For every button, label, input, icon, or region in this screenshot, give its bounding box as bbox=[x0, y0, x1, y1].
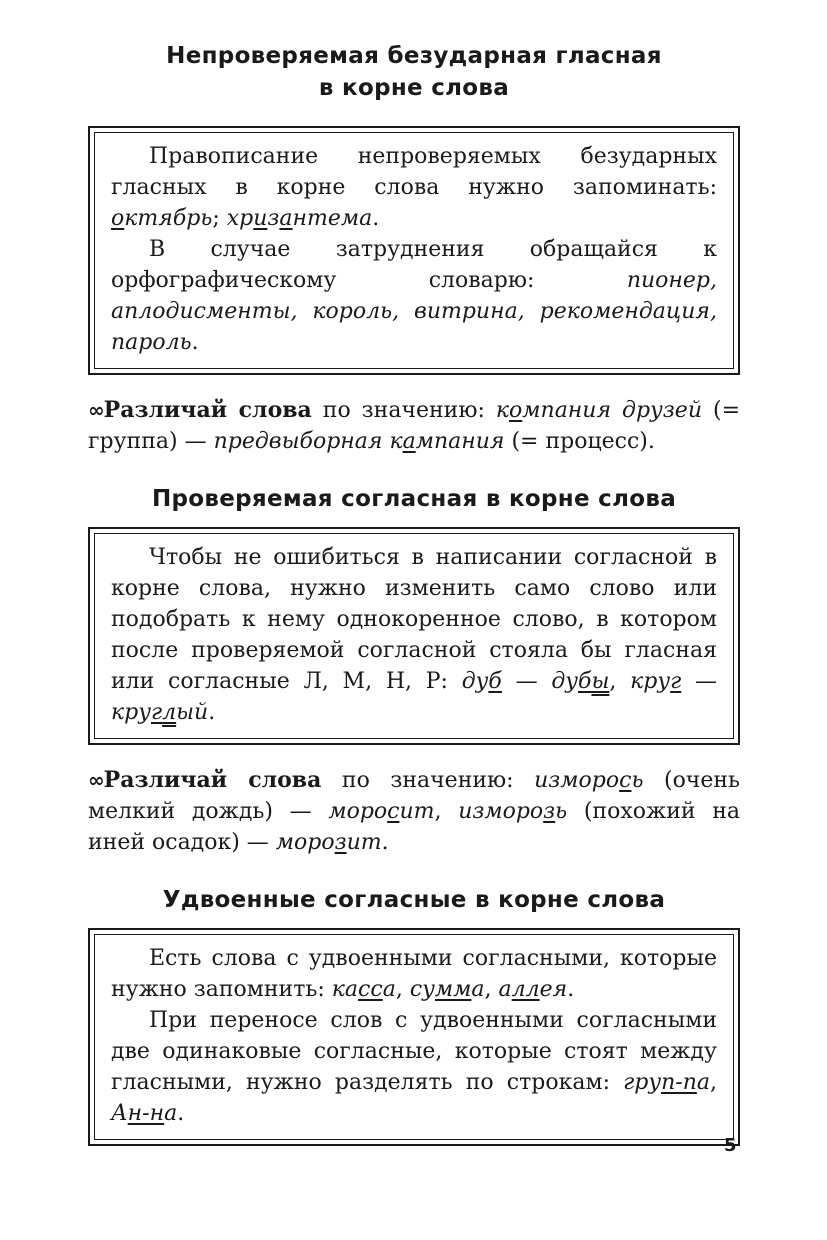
title-line: в корне слова bbox=[318, 75, 510, 101]
rule-paragraph: Чтобы не ошибиться в написании согласной в корне слова, нужно изменить само слово или подобрать к нему однокоренное слово, в котором после проверяемой согласной стояла бы гласная или согласные Л, М, Н, Р: дуб — дубы, круг — круглый. bbox=[111, 545, 717, 725]
example-word: круг bbox=[630, 669, 682, 694]
distinguish-note: ∞Различай слова по значению: измoрось (очень мелкий дождь) — моросит, измoрозь (похожий на иней осадок) — морозит. bbox=[88, 767, 741, 855]
example-word: компания друзей bbox=[495, 398, 702, 423]
infinity-icon: ∞ bbox=[88, 768, 102, 792]
example-word: касса bbox=[331, 977, 396, 1002]
example-word: предвыборная кампания bbox=[213, 429, 505, 454]
example-words: пионер, аплодисменты, король, витрина, рекомендация, пароль bbox=[111, 268, 717, 355]
example-word: хризантема bbox=[226, 206, 373, 231]
rule-paragraph: Есть слова с удвоенными согласными, которые нужно запомнить: касса, сумма, аллея. bbox=[111, 946, 717, 1002]
rule-paragraph: При переносе слов с удвоенными согласными две одинаковые согласные, которые стоят между гласными, нужно разделять по строкам: груп-па, Ан-на. bbox=[111, 1008, 717, 1126]
title-line: Непроверяемая безударная гласная bbox=[166, 43, 662, 69]
example-word: измoрось bbox=[534, 768, 644, 793]
example-word: дубы bbox=[551, 669, 610, 694]
example-word: дуб bbox=[461, 669, 502, 694]
infinity-icon: ∞ bbox=[88, 398, 102, 422]
example-word: морозит bbox=[275, 830, 382, 855]
example-word: круглый bbox=[111, 700, 209, 725]
section-title-unstressed-vowel bbox=[88, 40, 740, 104]
example-word: сумма bbox=[409, 977, 485, 1002]
example-word: груп-па bbox=[623, 1070, 710, 1095]
rule-box-unstressed-vowel bbox=[88, 126, 740, 375]
page bbox=[88, 40, 740, 1146]
page-number: 5 bbox=[724, 1135, 737, 1156]
example-word: Ан-на bbox=[111, 1101, 178, 1126]
section-title-double-consonants: Удвоенные согласные в корне слова bbox=[162, 887, 666, 913]
example-word: октябрь bbox=[111, 206, 213, 231]
rule-paragraph: В случае затруднения обращайся к орфографическому словарю: пионер, аплодисменты, король, витрина, рекомендация, пароль. bbox=[111, 237, 717, 355]
rule-box-checked-consonant bbox=[88, 527, 740, 745]
example-word: аллея bbox=[498, 977, 568, 1002]
distinguish-note: ∞Различай слова по значению: компания друзей (= группа) — предвыборная кампания (= процесс). bbox=[88, 397, 740, 454]
rule-box-double-consonants bbox=[88, 928, 740, 1146]
section-title-checked-consonant: Проверяемая согласная в корне слова bbox=[151, 486, 677, 512]
example-word: моросит bbox=[328, 799, 435, 824]
rule-paragraph: Правописание непроверяемых безударных гласных в корне слова нужно запоминать: октябрь; хризантема. bbox=[111, 144, 717, 231]
example-word: измoрозь bbox=[458, 799, 568, 824]
